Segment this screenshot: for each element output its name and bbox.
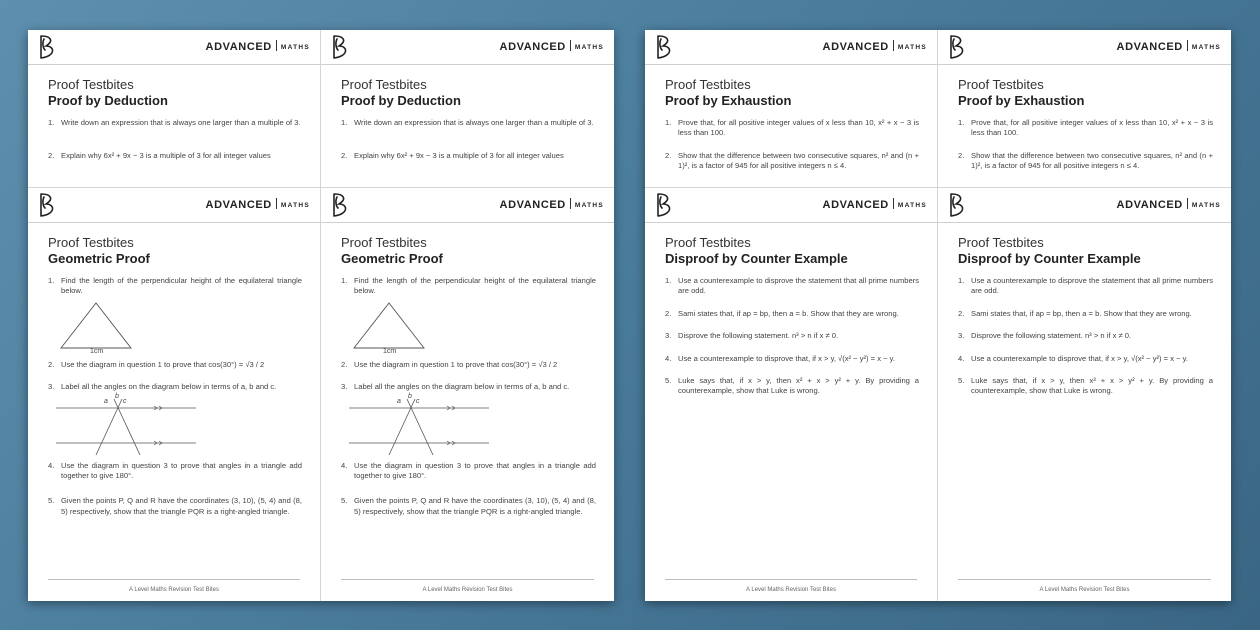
card-subtitle: Geometric Proof: [48, 251, 150, 266]
question-text: Use the diagram in question 1 to prove that cos(30°) = √3 / 2: [354, 359, 558, 369]
footer-text: A Level Maths Revision Test Bites: [1039, 587, 1130, 593]
question-text: Sami states that, if ap = bp, then a = b. Show that they are wrong.: [971, 308, 1192, 318]
card-title: Proof Testbites: [958, 77, 1044, 92]
question-text: Use a counterexample to disprove that, if x > y, √(x² − y²) = x − y.: [971, 353, 1189, 363]
card-title: Proof Testbites: [665, 235, 751, 250]
card-title: Proof Testbites: [958, 235, 1044, 250]
question-item: 5. Given the points P, Q and R have the coordinates (3, 10), (5, 4) and (8, 5) respectively, show that the triangle PQR is a right-angled triangle.: [341, 496, 596, 516]
angle-c-label: c: [123, 397, 127, 405]
card-title: Proof Testbites: [341, 77, 427, 92]
question-item: 2. Show that the difference between two consecutive squares, n² and (n + 1)², is a factor of 945 for all positive integers n ≤ 4.: [958, 150, 1213, 171]
question-text: Use a counterexample to disprove the statement that all prime numbers are odd.: [678, 276, 919, 296]
exhaustion-card-left: [645, 30, 937, 190]
question-item: 2. Show that the difference between two consecutive squares, n² and (n + 1)², is a factor of 945 for all positive integers n ≤ 4.: [665, 150, 919, 171]
question-list: [48, 118, 302, 162]
question-item: 3. Label all the angles on the diagram below in terms of a, b and c.: [48, 382, 277, 392]
question-text: Luke says that, if x > y, then x² + x > y² + y. By providing a counterexample, show that Luke is wrong.: [971, 376, 1213, 396]
angle-c-label: c: [416, 397, 420, 405]
parallel-lines-figure: [56, 392, 302, 457]
brand-wordmark: ADVANCED MATHS: [499, 41, 604, 53]
card-header: [645, 188, 937, 223]
brand-wordmark: ADVANCED MATHS: [822, 199, 927, 211]
card-subtitle: Proof by Deduction: [48, 93, 168, 108]
question-list: [665, 276, 919, 397]
question-item: 2. Sami states that, if ap = bp, then a = b. Show that they are wrong.: [958, 308, 1192, 318]
question-text: Sami states that, if ap = bp, then a = b. Show that they are wrong.: [678, 308, 899, 318]
footer-text: A Level Maths Revision Test Bites: [422, 587, 513, 593]
angle-a-label: a: [397, 397, 401, 405]
parallel-lines-diagram: [56, 395, 206, 457]
angle-a-label: a: [104, 397, 108, 405]
question-text: Disprove the following statement. n³ > n if x ≠ 0.: [971, 331, 1132, 341]
brand-wordmark: ADVANCED MATHS: [1116, 41, 1221, 53]
question-item: 1. Find the length of the perpendicular height of the equilateral triangle below.: [48, 276, 302, 296]
brand-wordmark: ADVANCED MATHS: [205, 199, 310, 211]
question-list: [341, 276, 596, 517]
card-header: [28, 188, 320, 223]
question-text: Find the length of the perpendicular height of the equilateral triangle below.: [354, 276, 596, 296]
question-list: [958, 118, 1213, 172]
question-text: Show that the difference between two consecutive squares, n² and (n + 1)², is a factor of 945 for all positive integers n ≤ 4.: [678, 150, 919, 171]
card-header: [321, 30, 614, 65]
card-subtitle: Proof by Deduction: [341, 93, 461, 108]
question-list: [665, 118, 919, 172]
footer-divider: [958, 579, 1211, 580]
card-subtitle: Disproof by Counter Example: [665, 251, 848, 266]
side-length-label: 1cm: [383, 347, 397, 355]
question-text: Prove that, for all positive integer values of x less than 10, x² + x − 3 is less than 100.: [678, 118, 919, 138]
card-header: [321, 188, 614, 223]
right-worksheet-sheet: [645, 30, 1230, 600]
question-item: 4. Use a counterexample to disprove that, if x > y, √(x² − y²) = x − y.: [958, 353, 1189, 363]
question-item: 5. Given the points P, Q and R have the coordinates (3, 10), (5, 4) and (8, 5) respectively, show that the triangle PQR is a right-angled triangle.: [48, 496, 302, 516]
question-text: Explain why 6x² + 9x − 3 is a multiple of 3 for all integer values: [354, 151, 564, 161]
question-item: 4. Use the diagram in question 3 to prove that angles in a triangle add together to give 180°.: [48, 460, 302, 481]
question-list: [341, 118, 596, 162]
card-header: [938, 30, 1231, 65]
question-item: 5. Luke says that, if x > y, then x² + x > y² + y. By providing a counterexample, show that Luke is wrong.: [958, 376, 1213, 396]
footer-divider: [665, 579, 917, 580]
brand-wordmark: ADVANCED MATHS: [1116, 199, 1221, 211]
question-item: 4. Use the diagram in question 3 to prove that angles in a triangle add together to give 180°.: [341, 460, 596, 481]
question-item: 2. Use the diagram in question 1 to prove that cos(30°) = √3 / 2: [341, 359, 558, 369]
question-text: Use a counterexample to disprove the statement that all prime numbers are odd.: [971, 276, 1213, 296]
counter-example-card-right: [937, 187, 1231, 601]
footer-divider: [341, 579, 594, 580]
footer-divider: [48, 579, 300, 580]
question-list: [48, 276, 302, 517]
brand-wordmark: ADVANCED MATHS: [822, 41, 927, 53]
equilateral-triangle-figure: [349, 299, 596, 357]
question-text: Label all the angles on the diagram below in terms of a, b and c.: [61, 382, 277, 392]
card-subtitle: Geometric Proof: [341, 251, 443, 266]
parallel-lines-diagram: [349, 395, 499, 457]
card-subtitle: Disproof by Counter Example: [958, 251, 1141, 266]
question-item: 1. Find the length of the perpendicular height of the equilateral triangle below.: [341, 276, 596, 296]
side-length-label: 1cm: [90, 347, 104, 355]
question-list: [958, 276, 1213, 397]
card-header: [28, 30, 320, 65]
question-text: Explain why 6x² + 9x − 3 is a multiple of 3 for all integer values: [61, 151, 271, 161]
card-title: Proof Testbites: [341, 235, 427, 250]
question-text: Disprove the following statement. n³ > n if x ≠ 0.: [678, 331, 839, 341]
question-text: Use a counterexample to disprove that, if x > y, √(x² − y²) = x − y.: [678, 353, 896, 363]
beyond-logo-icon: [331, 34, 349, 60]
beyond-logo-icon: [655, 34, 673, 60]
question-text: Find the length of the perpendicular height of the equilateral triangle below.: [61, 276, 302, 296]
equilateral-triangle-figure: [56, 299, 302, 357]
beyond-logo-icon: [655, 192, 673, 218]
deduction-card-right: [320, 30, 614, 190]
card-title: Proof Testbites: [665, 77, 751, 92]
beyond-logo-icon: [38, 34, 56, 60]
question-item: 2. Sami states that, if ap = bp, then a = b. Show that they are wrong.: [665, 308, 899, 318]
question-item: 1. Use a counterexample to disprove the statement that all prime numbers are odd.: [665, 276, 919, 296]
geometric-card-left: [28, 187, 320, 601]
exhaustion-card-right: [937, 30, 1231, 190]
question-item: 1. Prove that, for all positive integer values of x less than 10, x² + x − 3 is less than 100.: [958, 118, 1213, 138]
question-text: Use the diagram in question 3 to prove that angles in a triangle add together to give 180°.: [61, 460, 302, 481]
geometric-card-right: [320, 187, 614, 601]
beyond-logo-icon: [38, 192, 56, 218]
card-title: Proof Testbites: [48, 77, 134, 92]
parallel-lines-figure: [349, 392, 596, 457]
counter-example-card-left: [645, 187, 937, 601]
question-text: Given the points P, Q and R have the coordinates (3, 10), (5, 4) and (8, 5) respectively, show that the triangle PQR is a right-angled triangle.: [61, 496, 302, 516]
footer-text: A Level Maths Revision Test Bites: [746, 587, 836, 593]
question-text: Write down an expression that is always one larger than a multiple of 3.: [354, 118, 594, 127]
question-item: 1. Write down an expression that is always one larger than a multiple of 3.: [48, 118, 301, 127]
footer-text: A Level Maths Revision Test Bites: [129, 587, 219, 593]
angle-b-label: b: [115, 392, 119, 400]
brand-wordmark: ADVANCED MATHS: [499, 199, 604, 211]
question-item: 2. Explain why 6x² + 9x − 3 is a multiple of 3 for all integer values: [48, 151, 271, 161]
left-worksheet-sheet: [28, 30, 613, 600]
question-text: Use the diagram in question 3 to prove that angles in a triangle add together to give 180°.: [354, 460, 596, 481]
question-item: 1. Use a counterexample to disprove the statement that all prime numbers are odd.: [958, 276, 1213, 296]
card-subtitle: Proof by Exhaustion: [958, 93, 1085, 108]
question-item: 3. Disprove the following statement. n³ > n if x ≠ 0.: [958, 331, 1132, 341]
question-item: 3. Disprove the following statement. n³ > n if x ≠ 0.: [665, 331, 839, 341]
question-item: 3. Label all the angles on the diagram below in terms of a, b and c.: [341, 382, 570, 392]
card-title: Proof Testbites: [48, 235, 134, 250]
question-text: Show that the difference between two consecutive squares, n² and (n + 1)², is a factor of 945 for all positive integers n ≤ 4.: [971, 150, 1213, 171]
beyond-logo-icon: [948, 34, 966, 60]
deduction-card-left: [28, 30, 320, 190]
card-header: [645, 30, 937, 65]
question-item: 1. Write down an expression that is always one larger than a multiple of 3.: [341, 118, 594, 127]
question-text: Luke says that, if x > y, then x² + x > y² + y. By providing a counterexample, show that Luke is wrong.: [678, 376, 919, 396]
card-subtitle: Proof by Exhaustion: [665, 93, 792, 108]
question-text: Write down an expression that is always one larger than a multiple of 3.: [61, 118, 301, 127]
question-text: Given the points P, Q and R have the coordinates (3, 10), (5, 4) and (8, 5) respectively, show that the triangle PQR is a right-angled triangle.: [354, 496, 596, 516]
question-text: Label all the angles on the diagram below in terms of a, b and c.: [354, 382, 570, 392]
question-item: 2. Use the diagram in question 1 to prove that cos(30°) = √3 / 2: [48, 359, 265, 369]
brand-wordmark: ADVANCED MATHS: [205, 41, 310, 53]
question-text: Use the diagram in question 1 to prove that cos(30°) = √3 / 2: [61, 359, 265, 369]
question-item: 5. Luke says that, if x > y, then x² + x > y² + y. By providing a counterexample, show that Luke is wrong.: [665, 376, 919, 396]
question-item: 2. Explain why 6x² + 9x − 3 is a multiple of 3 for all integer values: [341, 151, 564, 161]
beyond-logo-icon: [331, 192, 349, 218]
question-item: 1. Prove that, for all positive integer values of x less than 10, x² + x − 3 is less than 100.: [665, 118, 919, 138]
angle-b-label: b: [408, 392, 412, 400]
beyond-logo-icon: [948, 192, 966, 218]
question-text: Prove that, for all positive integer values of x less than 10, x² + x − 3 is less than 100.: [971, 118, 1213, 138]
card-header: [938, 188, 1231, 223]
question-item: 4. Use a counterexample to disprove that, if x > y, √(x² − y²) = x − y.: [665, 353, 896, 363]
